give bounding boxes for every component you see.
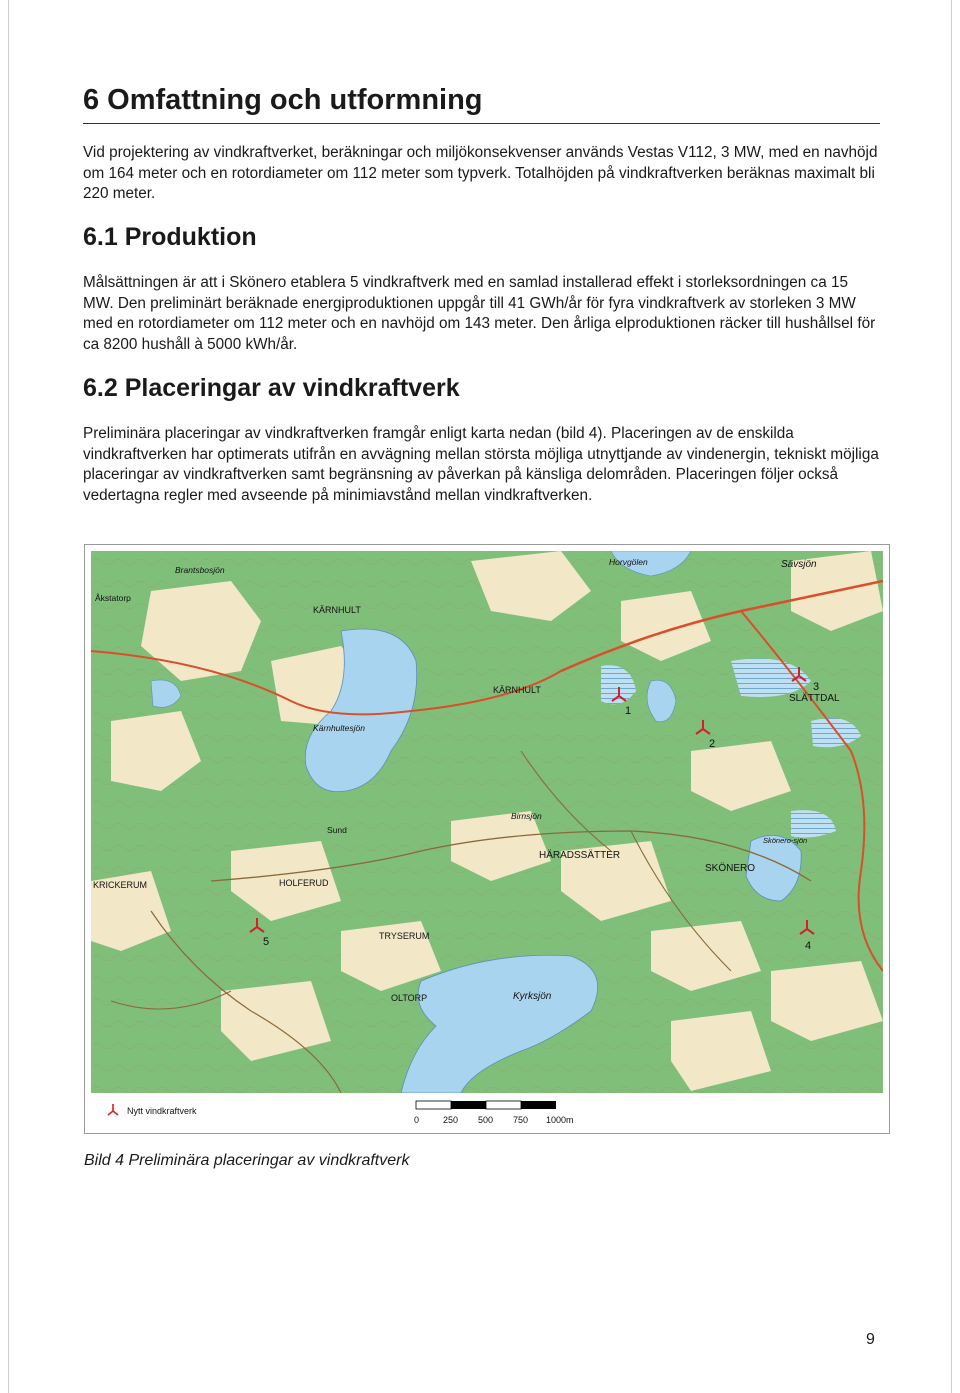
- label-savsjon: Sävsjön: [781, 559, 817, 570]
- legend-label: Nytt vindkraftverk: [127, 1106, 197, 1116]
- label-haradssatter: HÄRADSSÄTTER: [539, 850, 621, 861]
- label-oltorp: OLTORP: [391, 993, 428, 1003]
- label-karnhult: KÄRNHULT: [493, 685, 541, 695]
- section-heading-placeringar: 6.2 Placeringar av vindkraftverk: [83, 374, 460, 402]
- scale-label-750: 750: [513, 1115, 529, 1125]
- page-edge-right: [951, 0, 952, 1393]
- label-brantsbosjon: Brantsbosjön: [175, 565, 225, 575]
- scale-label-1000m: 1000m: [546, 1115, 574, 1125]
- turbine-label: 2: [709, 738, 716, 750]
- label-akstatorp: Åkstatorp: [95, 593, 131, 603]
- map-image: [91, 551, 883, 1127]
- label-birnsjon: Birnsjön: [511, 811, 542, 821]
- label-slattdal: SLÄTTDAL: [789, 693, 840, 704]
- label-karnhult-upper: KÄRNHULT: [313, 605, 361, 615]
- label-skonerosjon: Skönero-sjön: [763, 836, 808, 845]
- label-sund: Sund: [327, 825, 347, 835]
- turbine-label: 5: [263, 936, 270, 948]
- label-tryserum: TRYSERUM: [379, 931, 430, 941]
- page-number: 9: [866, 1331, 875, 1348]
- label-karnhultesjon: Kärnhultesjön: [313, 723, 365, 733]
- figure-caption: Bild 4 Preliminära placeringar av vindkraftverk: [84, 1152, 410, 1169]
- scale-label-0: 0: [414, 1115, 420, 1125]
- turbine-label: 4: [805, 940, 812, 952]
- page-edge-left: [8, 0, 9, 1393]
- label-skonero: SKÖNERO: [705, 863, 756, 874]
- turbine-label: 1: [625, 705, 632, 717]
- map-figure: [84, 544, 890, 1134]
- placeringar-paragraph: Preliminära placeringar av vindkraftverken framgår enligt karta nedan (bild 4). Placeringen av de enskilda vindkraftverken har optimerats utifrån en avvägning mellan största möjliga utnyttjande av vindenergin, tekniskt möjliga placeringar av vindkraftverken samt begränsning av påverkan på känsliga delområden. Placeringen följer också vedertagna regler med avseende på minimiavstånd mellan vindkraftverken.: [83, 425, 879, 504]
- page-title: 6 Omfattning och utformning: [83, 84, 880, 124]
- section-heading-produktion: 6.1 Produktion: [83, 223, 257, 251]
- label-krickerum: KRICKERUM: [93, 880, 148, 890]
- produktion-paragraph: Målsättningen är att i Skönero etablera 5 vindkraftverk med en samlad installerad effekt i storleksordningen ca 15 MW. Den preliminärt beräknade energiproduktionen uppgår till 41 GWh/år för fyra vindkraftverk av storleken 3 MW med en rotordiameter om 112 meter och en navhöjd om 143 meter. Den årliga elproduktionen räcker till hushållsel för ca 8200 hushåll à 5000 kWh/år.: [83, 274, 876, 353]
- label-horvgolen: Horvgölen: [609, 557, 648, 567]
- label-holferud: HOLFERUD: [279, 878, 329, 888]
- scale-label-500: 500: [478, 1115, 494, 1125]
- intro-paragraph: Vid projektering av vindkraftverket, beräkningar och miljökonsekvenser används Vestas V112, 3 MW, med en navhöjd om 164 meter och en rotordiameter om 112 meter som typverk. Totalhöjden på vindkraftverken beräknas maximalt bli 220 meter.: [83, 144, 878, 202]
- label-kyrksjon: Kyrksjön: [513, 991, 552, 1002]
- turbine-label: 3: [813, 681, 820, 693]
- scale-label-250: 250: [443, 1115, 459, 1125]
